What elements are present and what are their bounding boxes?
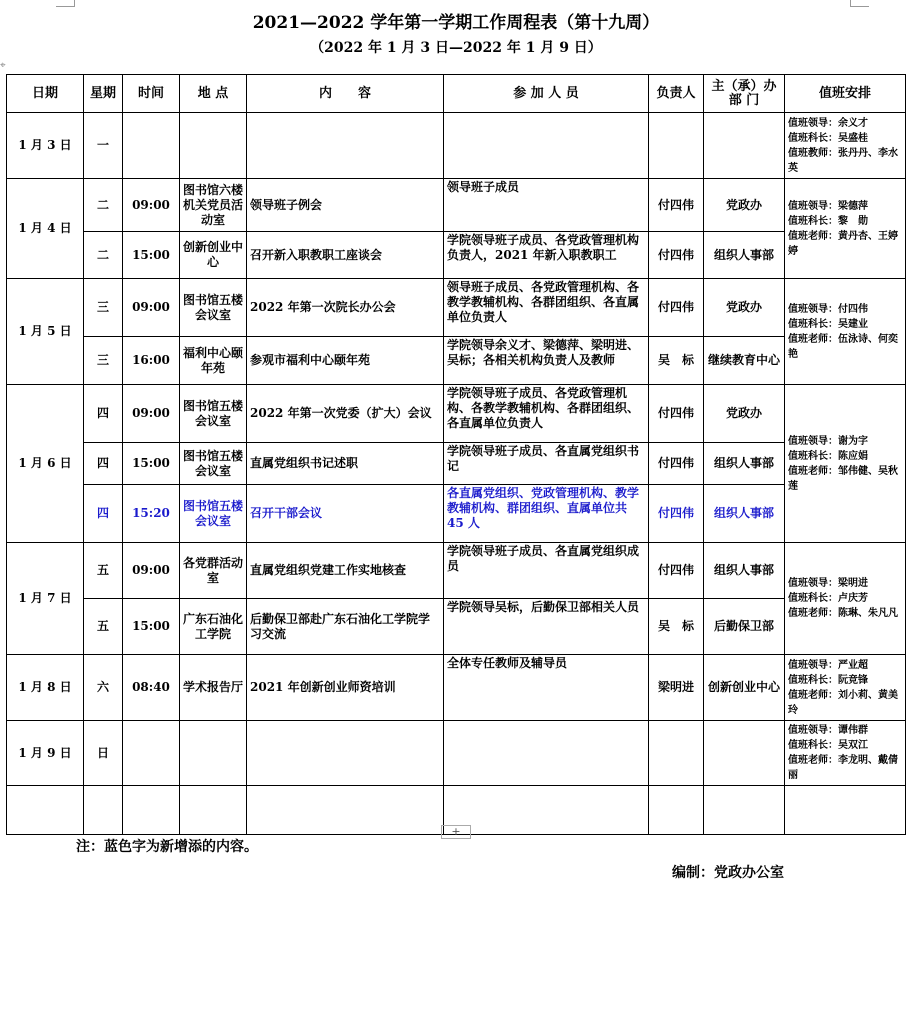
header-time: 时间	[123, 75, 180, 113]
dept-cell	[704, 113, 785, 179]
place-cell: 福利中心颐年苑	[180, 337, 247, 385]
leader-cell	[649, 721, 704, 786]
duty-cell	[785, 543, 906, 655]
time-cell: 15:20	[123, 485, 180, 543]
time-cell: 09:00	[123, 279, 180, 337]
empty-cell[interactable]	[247, 786, 444, 835]
duty-line: 值班科长：阮竞锋	[788, 674, 868, 686]
leader-cell: 吴 标	[649, 337, 704, 385]
participants-cell	[444, 721, 649, 786]
participants-cell: 领导班子成员、各党政管理机构、各教学教辅机构、各群团组织、各直属单位负责人	[444, 279, 649, 337]
duty-cell	[785, 721, 906, 786]
place-cell	[180, 113, 247, 179]
time-cell	[123, 721, 180, 786]
time-cell: 09:00	[123, 385, 180, 443]
table-row	[7, 543, 906, 599]
duty-line: 值班领导：付四伟	[788, 303, 868, 315]
content-cell: 参观市福利中心颐年苑	[247, 337, 444, 385]
content-cell: 2021 年创新创业师资培训	[247, 655, 444, 721]
content-cell: 召开干部会议	[247, 485, 444, 543]
leader-cell: 付四伟	[649, 232, 704, 279]
content-cell: 后勤保卫部赴广东石油化工学院学习交流	[247, 599, 444, 655]
header-date: 日期	[7, 75, 84, 113]
duty-line: 值班领导：严业超	[788, 659, 868, 671]
place-cell: 创新创业中心	[180, 232, 247, 279]
duty-line: 值班领导：谢为字	[788, 435, 868, 447]
participants-cell	[444, 113, 649, 179]
dept-cell: 后勤保卫部	[704, 599, 785, 655]
header-participants: 参 加 人 员	[444, 75, 649, 113]
weekday-cell: 一	[84, 113, 123, 179]
place-cell: 图书馆六楼机关党员活动室	[180, 179, 247, 232]
table-move-handle-icon[interactable]: ⌖	[0, 60, 6, 71]
duty-line: 值班领导：谭伟群	[788, 725, 868, 736]
duty-line: 值班领导：余义才	[788, 117, 868, 129]
table-row	[7, 337, 906, 385]
schedule-body	[7, 113, 906, 835]
date-cell: 1 月 3 日	[7, 113, 84, 179]
place-cell: 图书馆五楼会议室	[180, 485, 247, 543]
duty-cell	[785, 385, 906, 543]
duty-cell	[785, 655, 906, 721]
header-row	[7, 75, 906, 113]
table-row	[7, 279, 906, 337]
dept-cell: 继续教育中心	[704, 337, 785, 385]
duty-line: 值班领导：梁明进	[788, 578, 868, 589]
duty-cell	[785, 113, 906, 179]
leader-cell: 付四伟	[649, 179, 704, 232]
duty-line: 值班科长：吴盛桂	[788, 132, 868, 144]
duty-line: 值班科长：黎 勋	[788, 215, 868, 227]
duty-line: 值班老师：李龙明、戴倩丽	[788, 755, 898, 781]
duty-line: 值班科长：卢庆芳	[788, 593, 868, 604]
participants-cell: 学院领导班子成员、各党政管理机构、各教学教辅机构、各群团组织、各直属单位负责人	[444, 385, 649, 443]
content-cell	[247, 113, 444, 179]
weekday-cell: 四	[84, 443, 123, 485]
participants-cell: 领导班子成员	[444, 179, 649, 232]
time-cell: 15:00	[123, 232, 180, 279]
weekday-cell: 五	[84, 599, 123, 655]
content-cell: 召开新入职教职工座谈会	[247, 232, 444, 279]
header-leader: 负责人	[649, 75, 704, 113]
weekday-cell: 四	[84, 385, 123, 443]
header-dept: 主（承）办部 门	[704, 75, 785, 113]
weekday-cell: 日	[84, 721, 123, 786]
place-cell: 图书馆五楼会议室	[180, 443, 247, 485]
table-row	[7, 113, 906, 179]
duty-line: 值班老师：刘小莉、黄美玲	[788, 689, 898, 716]
content-cell: 直属党组织书记述职	[247, 443, 444, 485]
table-row	[7, 485, 906, 543]
dept-cell: 创新创业中心	[704, 655, 785, 721]
participants-cell: 学院领导班子成员、各党政管理机构负责人，2021 年新入职教职工	[444, 232, 649, 279]
duty-line: 值班教师：张丹丹、李水英	[788, 147, 898, 174]
table-row	[7, 655, 906, 721]
time-cell: 15:00	[123, 599, 180, 655]
place-cell: 广东石油化工学院	[180, 599, 247, 655]
place-cell: 图书馆五楼会议室	[180, 279, 247, 337]
table-row	[7, 179, 906, 232]
dept-cell: 党政办	[704, 385, 785, 443]
table-row	[7, 385, 906, 443]
date-cell: 1 月 8 日	[7, 655, 84, 721]
empty-cell[interactable]	[785, 786, 906, 835]
dept-cell: 组织人事部	[704, 232, 785, 279]
header-content: 内 容	[247, 75, 444, 113]
place-cell: 图书馆五楼会议室	[180, 385, 247, 443]
weekday-cell: 五	[84, 543, 123, 599]
content-cell: 2022 年第一次党委（扩大）会议	[247, 385, 444, 443]
empty-cell[interactable]	[444, 786, 649, 835]
add-row-button[interactable]: +	[441, 825, 471, 839]
dept-cell: 组织人事部	[704, 543, 785, 599]
dept-cell: 组织人事部	[704, 443, 785, 485]
crop-mark-top-right	[850, 0, 869, 7]
duty-line: 值班老师：伍泳诗、何奕艳	[788, 333, 898, 360]
duty-line: 值班老师：邹伟健、吴秋莲	[788, 465, 898, 492]
date-cell: 1 月 6 日	[7, 385, 84, 543]
weekday-cell: 六	[84, 655, 123, 721]
crop-mark-top-left	[56, 0, 75, 7]
content-cell: 领导班子例会	[247, 179, 444, 232]
page-title: 2021—2022 学年第一学期工作周程表（第十九周）	[252, 13, 660, 33]
participants-cell: 学院领导班子成员、各直属党组织书记	[444, 443, 649, 485]
leader-cell: 付四伟	[649, 543, 704, 599]
participants-cell: 各直属党组织、党政管理机构、教学教辅机构、群团组织、直属单位共 45 人	[444, 485, 649, 543]
place-cell: 各党群活动室	[180, 543, 247, 599]
footnote: 注：蓝色字为新增添的内容。	[76, 839, 258, 855]
place-cell	[180, 721, 247, 786]
time-cell: 09:00	[123, 543, 180, 599]
empty-cell[interactable]	[649, 786, 704, 835]
header-weekday: 星期	[84, 75, 123, 113]
leader-cell: 付四伟	[649, 279, 704, 337]
participants-cell: 学院领导吴标，后勤保卫部相关人员	[444, 599, 649, 655]
dept-cell: 党政办	[704, 179, 785, 232]
editor-credit: 编制：党政办公室	[672, 865, 784, 881]
time-cell: 09:00	[123, 179, 180, 232]
place-cell: 学术报告厅	[180, 655, 247, 721]
empty-cell[interactable]	[7, 786, 84, 835]
leader-cell	[649, 113, 704, 179]
table-row	[7, 599, 906, 655]
weekday-cell: 三	[84, 337, 123, 385]
time-cell: 16:00	[123, 337, 180, 385]
date-cell: 1 月 9 日	[7, 721, 84, 786]
empty-cell[interactable]	[123, 786, 180, 835]
leader-cell: 付四伟	[649, 385, 704, 443]
weekday-cell: 四	[84, 485, 123, 543]
date-cell: 1 月 4 日	[7, 179, 84, 279]
weekday-cell: 三	[84, 279, 123, 337]
leader-cell: 吴 标	[649, 599, 704, 655]
empty-cell[interactable]	[704, 786, 785, 835]
empty-cell[interactable]	[180, 786, 247, 835]
duty-cell	[785, 179, 906, 279]
table-row	[7, 443, 906, 485]
duty-line: 值班老师：陈琳、朱凡凡	[788, 608, 898, 619]
date-cell: 1 月 7 日	[7, 543, 84, 655]
time-cell: 15:00	[123, 443, 180, 485]
table-row	[7, 721, 906, 786]
dept-cell: 党政办	[704, 279, 785, 337]
empty-cell[interactable]	[84, 786, 123, 835]
duty-line: 值班领导：梁德萍	[788, 200, 868, 212]
content-cell: 直属党组织党建工作实地核查	[247, 543, 444, 599]
leader-cell: 梁明进	[649, 655, 704, 721]
duty-line: 值班科长：吴双江	[788, 740, 868, 751]
weekday-cell: 二	[84, 179, 123, 232]
weekday-cell: 二	[84, 232, 123, 279]
duty-line: 值班科长：吴建业	[788, 318, 868, 330]
duty-line: 值班科长：陈应娟	[788, 450, 868, 462]
content-cell: 2022 年第一次院长办公会	[247, 279, 444, 337]
page-subtitle: （2022 年 1 月 3 日—2022 年 1 月 9 日）	[310, 40, 602, 56]
leader-cell: 付四伟	[649, 443, 704, 485]
dept-cell	[704, 721, 785, 786]
dept-cell: 组织人事部	[704, 485, 785, 543]
time-cell: 08:40	[123, 655, 180, 721]
participants-cell: 全体专任教师及辅导员	[444, 655, 649, 721]
table-row	[7, 232, 906, 279]
participants-cell: 学院领导余义才、梁德萍、梁明进、吴标；各相关机构负责人及教师	[444, 337, 649, 385]
content-cell	[247, 721, 444, 786]
schedule-table	[6, 74, 906, 835]
date-cell: 1 月 5 日	[7, 279, 84, 385]
duty-cell	[785, 279, 906, 385]
header-place: 地 点	[180, 75, 247, 113]
participants-cell: 学院领导班子成员、各直属党组织成员	[444, 543, 649, 599]
header-duty: 值班安排	[785, 75, 906, 113]
duty-line: 值班老师：黄丹杏、王婷婷	[788, 230, 898, 257]
time-cell	[123, 113, 180, 179]
leader-cell: 付四伟	[649, 485, 704, 543]
